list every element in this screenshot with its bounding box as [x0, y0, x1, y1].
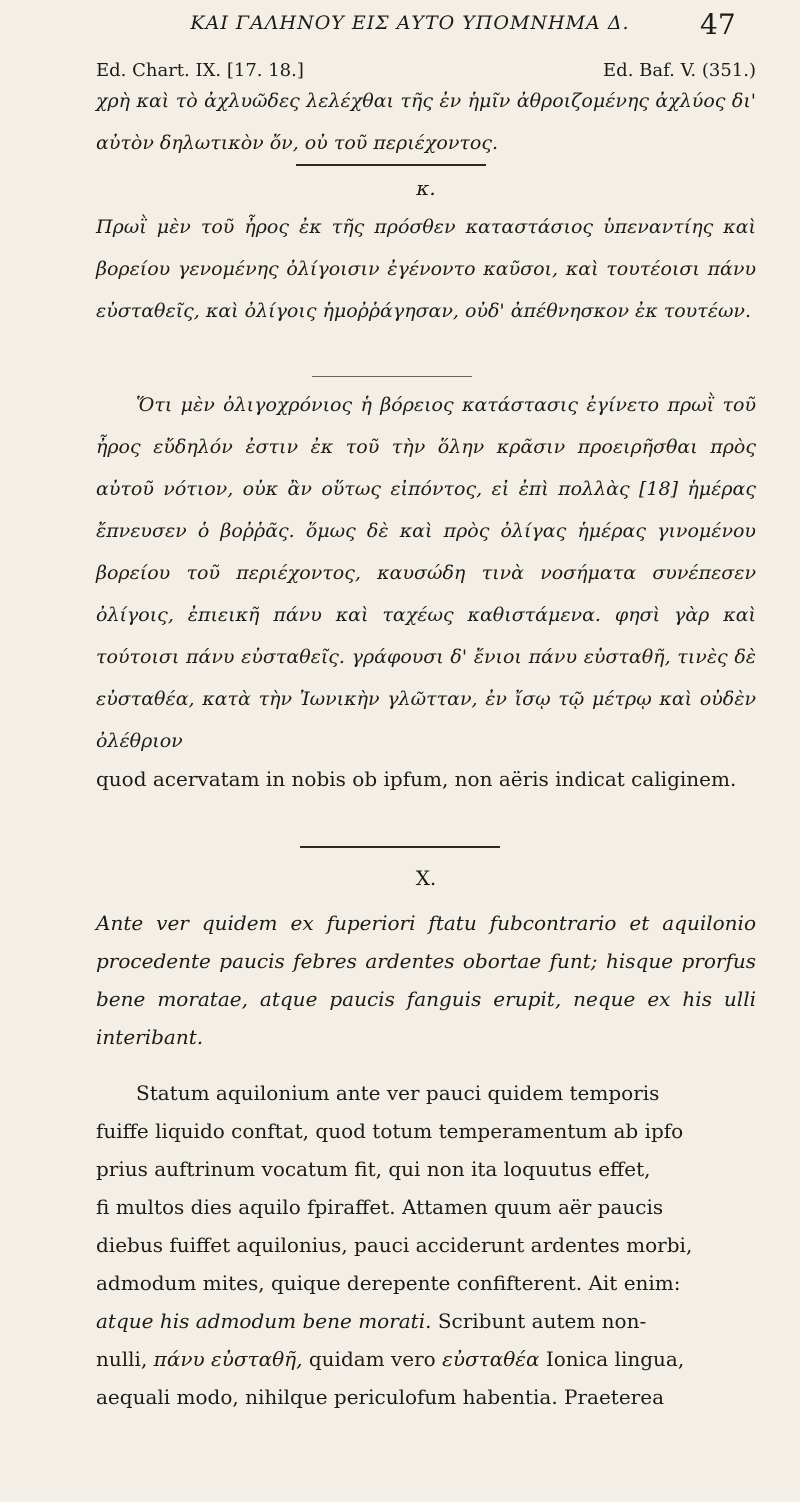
- latin-line: fi multos dies aquilo fpiraffet. Attamen quum aër paucis: [96, 1195, 664, 1219]
- separator-rule-thin: [312, 376, 472, 377]
- greek-inline: πάνυ εὐσταθῆ,: [153, 1347, 303, 1371]
- latin-line: aequali modo, nihilque periculofum habentia. Praeterea: [96, 1385, 664, 1409]
- commentary-greek: Ὅτι μὲν ὀλιγοχρόνιος ἡ βόρειος κατάστασις ἐγίνετο πρωῒ τοῦ ἦρος εὔδηλόν ἐστιν ἐκ τοῦ τὴν ὅλην κρᾶσιν προειρῆσθαι πρὸς αὐτοῦ νότιον, οὐκ ἂν οὕτως εἰπόντος, εἰ ἐπὶ πολλὰς [18] ἡμέρας ἔπνευσεν ὁ βοῤῥᾶς. ὅμως δὲ καὶ πρὸς ὀλίγας ἡμέρας γινομένου βορείου τοῦ περιέχοντος, καυσώδη τινὰ νοσήματα συνέπεσεν ὀλίγοις, ἐπιεικῆ πάνυ καὶ ταχέως καθιστάμενα. φησὶ γὰρ καὶ τούτοισι πάνυ εὐσταθεῖς. γράφουσι δ' ἔνιοι πάνυ εὐσταθῆ, τινὲς δὲ εὐσταθέα, κατὰ τὴν Ἰωνικὴν γλῶτταν, ἐν ἴσῳ τῷ μέτρῳ καὶ οὐδὲν ὀλέθριον: [96, 394, 756, 752]
- latin-text: quidam vero: [302, 1347, 443, 1371]
- edition-references: [96, 60, 756, 81]
- aphorism-latin: Ante ver quidem ex fuperiori ftatu fubcontrario et aquilonio procedente paucis febres ardentes obortae funt; hisque prorfus bene moratae, atque paucis fanguis erupit, neque ex his ulli interibant.: [96, 911, 756, 1049]
- latin-line: prius auftrinum vocatum fit, qui non ita loquutus effet,: [96, 1157, 651, 1181]
- commentary-latin: [96, 1074, 756, 1416]
- page-number: 47: [700, 8, 736, 41]
- greek-inline: εὐσταθέα: [442, 1347, 540, 1371]
- section-label-latin: X.: [415, 866, 437, 890]
- latin-line: Statum aquilonium ante ver pauci quidem temporis: [136, 1081, 660, 1105]
- aphorism-greek: Πρωῒ μὲν τοῦ ἦρος ἐκ τῆς πρόσθεν καταστάσιος ὑπεναντίης καὶ βορείου γενομένης ὀλίγοισιν ἐγένοντο καῦσοι, καὶ τουτέοισι πάνυ εὐσταθεῖς, καὶ ὀλίγοις ἡμοῤῥάγησαν, οὐδ' ἀπέθνησκον ἐκ τουτέων.: [96, 216, 756, 322]
- latin-line: diebus fuiffet aquilonius, pauci acciderunt ardentes morbi,: [96, 1233, 693, 1257]
- greek-intro: χρὴ καὶ τὸ ἀχλυῶδες λελέχθαι τῆς ἐν ἡμῖν ἀθροιζομένης ἀχλύος δι' αὐτὸν δηλωτικὸν ὄν, οὐ τοῦ περιέχοντος.: [96, 90, 756, 154]
- latin-line: fuiffe liquido conftat, quod totum temperamentum ab ipfo: [96, 1119, 684, 1143]
- latin-text: Ionica lingua,: [539, 1347, 685, 1371]
- edition-ref-right: Ed. Baf. V. (351.): [603, 60, 756, 81]
- latin-line: [96, 1302, 756, 1340]
- running-header: ΚΑΙ ΓΑΛΗΝΟΥ ΕΙΣ ΑΥΤΟ ΥΠΟΜΝΗΜΑ Δ.: [190, 12, 630, 34]
- edition-ref-left: Ed. Chart. IX. [17. 18.]: [96, 60, 304, 81]
- latin-text: nulli,: [96, 1347, 154, 1371]
- separator-rule: [296, 164, 486, 166]
- latin-quote: atque his admodum bene morati.: [96, 1309, 432, 1333]
- separator-rule-2: [300, 846, 500, 848]
- latin-intro: quod acervatam in nobis ob ipfum, non aëris indicat caliginem.: [96, 767, 737, 791]
- latin-text: Scribunt autem non-: [431, 1309, 647, 1333]
- section-label-greek: κ.: [416, 176, 436, 200]
- latin-line: admodum mites, quique derepente confifterent. Ait enim:: [96, 1271, 681, 1295]
- latin-line: [96, 1340, 756, 1378]
